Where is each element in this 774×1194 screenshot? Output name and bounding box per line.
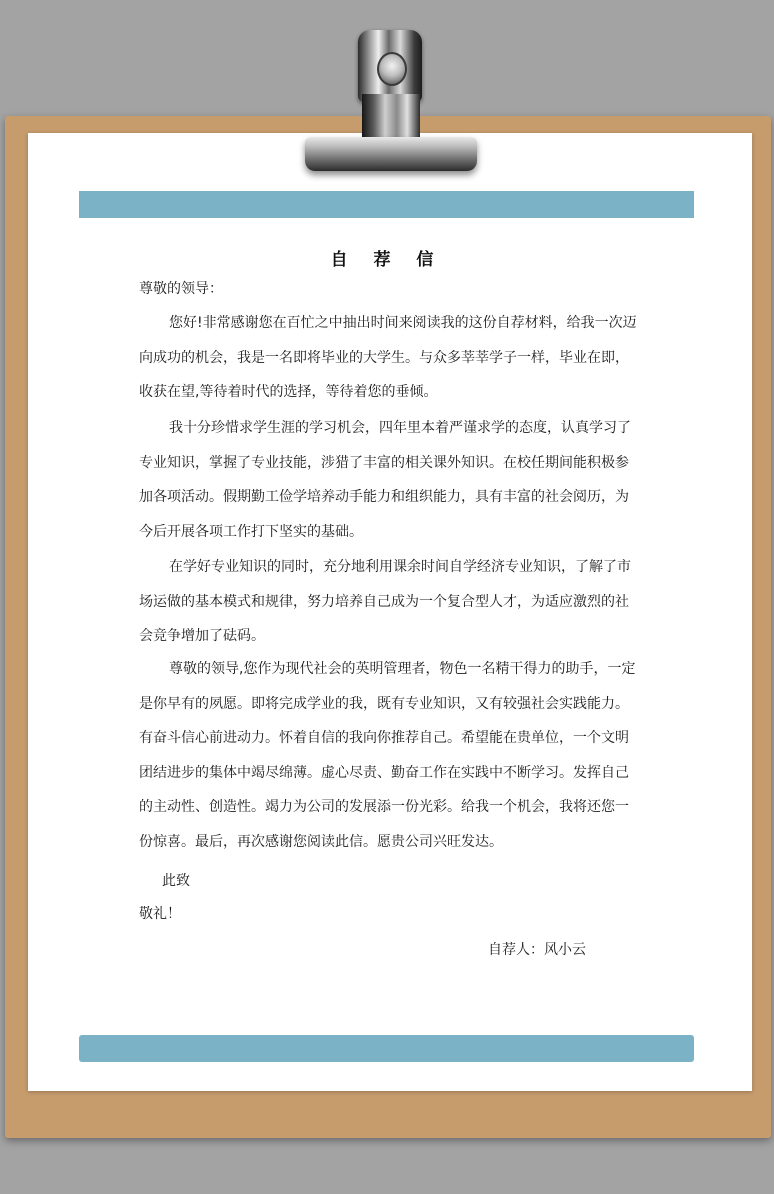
closing-line-2: 敬礼！: [139, 906, 181, 922]
letter-paragraph-4: 尊敬的领导,您作为现代社会的英明管理者，物色一名精干得力的助手，一定是你早有的夙愿。即将完成学业的我，既有专业知识，又有较强社会实践能力。有奋斗信心前进动力。怀着自信的我向你推荐自己。希望能在贵单位，一个文明团结进步的集体中竭尽绵薄。虚心尽责、勤奋工作在实践中不断学习。发挥自己的主动性、创造性。竭力为公司的发展添一份光彩。给我一个机会，我将还您一份惊喜。最后，再次感谢您阅读此信。愿贵公司兴旺发达。: [139, 661, 636, 850]
clip-base: [305, 137, 477, 171]
letter-paragraph-3: 在学好专业知识的同时，充分地利用课余时间自学经济专业知识，了解了市场运做的基本模式和规律，努力培养自己成为一个复合型人才，为适应激烈的社会竞争增加了砝码。: [139, 559, 631, 644]
clip-hole: [377, 52, 407, 86]
letter-paragraph-1: 您好!非常感谢您在百忙之中抽出时间来阅读我的这份自荐材料，给我一次迈向成功的机会，我是一名即将毕业的大学生。与众多莘莘学子一样，毕业在即，收获在望,等待着时代的选择，等待着您的垂倾。: [139, 315, 637, 400]
header-accent-bar: [79, 191, 694, 218]
clip-neck: [362, 94, 420, 142]
letter-greeting: 尊敬的领导：: [139, 281, 223, 297]
footer-accent-bar: [79, 1035, 694, 1062]
letter-signature: 自荐人：风小云: [488, 942, 586, 958]
closing-line-1: 此致: [162, 873, 190, 889]
letter-title: 自 荐 信: [330, 250, 444, 270]
letter-paragraph-2: 我十分珍惜求学生涯的学习机会，四年里本着严谨求学的态度，认真学习了专业知识，掌握了专业技能，涉猎了丰富的相关课外知识。在校任期间能积极参加各项活动。假期勤工俭学培养动手能力和组织能力，具有丰富的社会阅历，为今后开展各项工作打下坚实的基础。: [139, 420, 631, 540]
